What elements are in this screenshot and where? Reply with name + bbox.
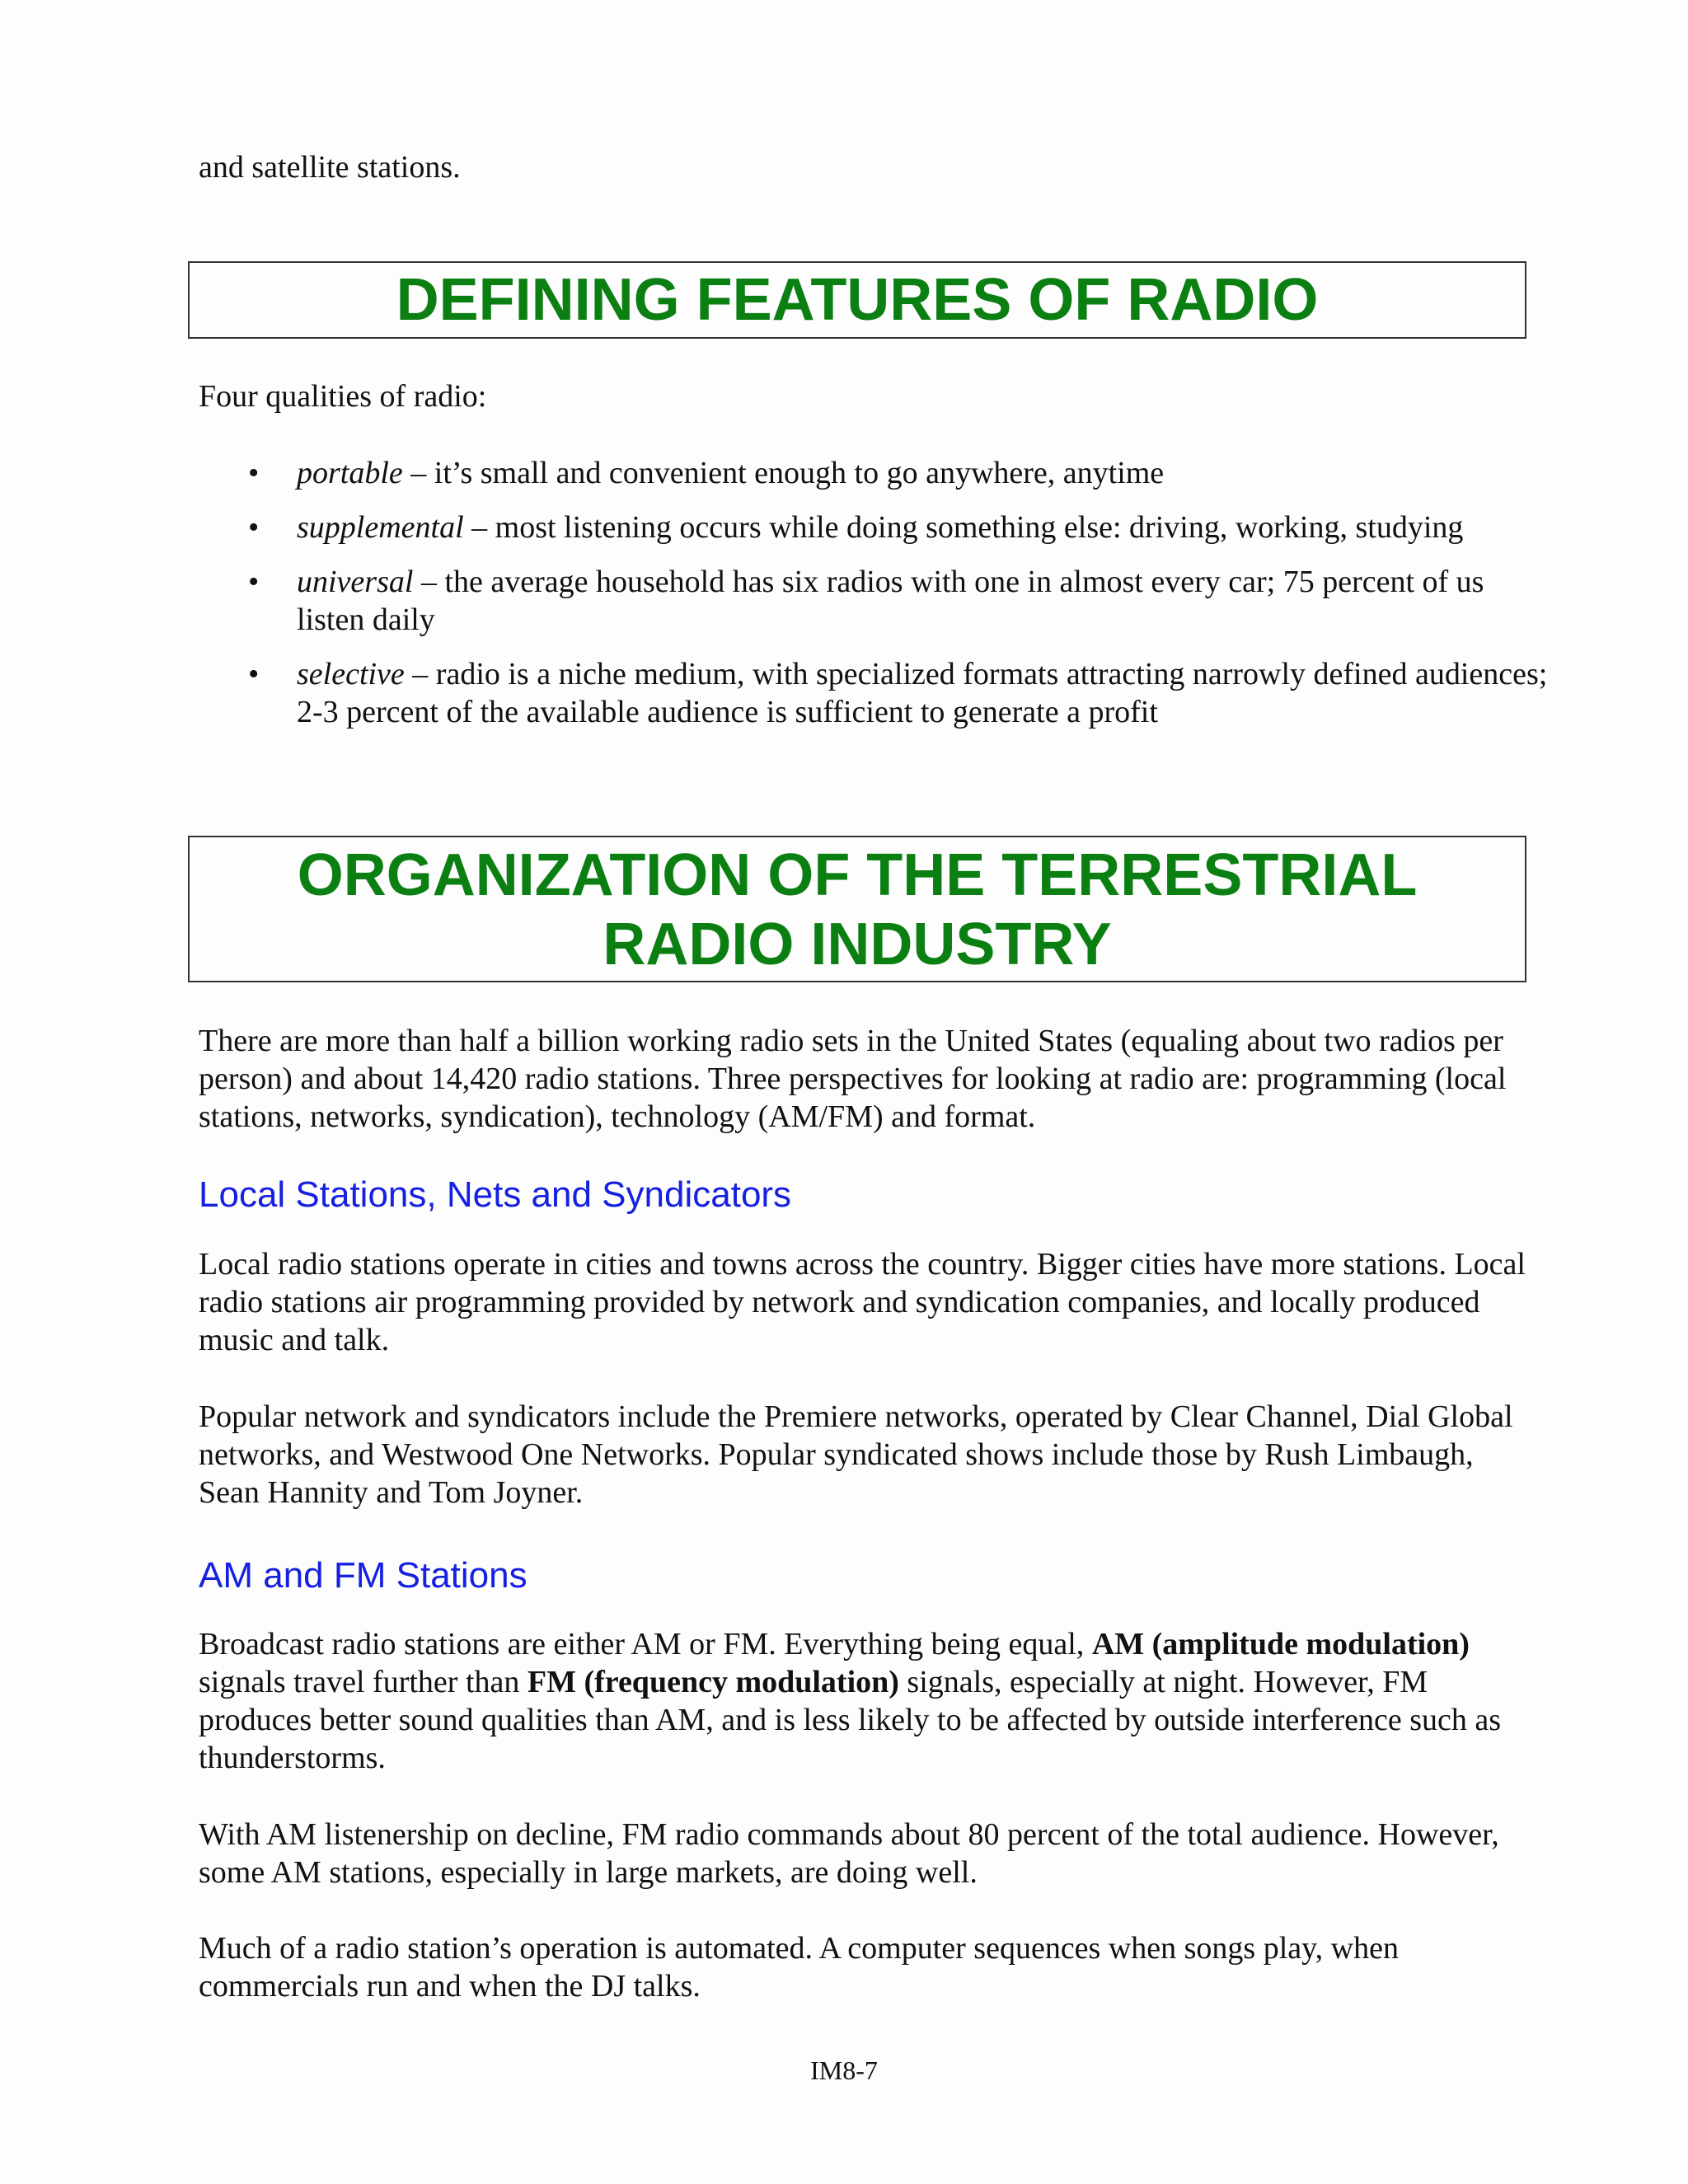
quality-description: – radio is a niche medium, with specialized formats attracting narrowly defined audiences; 2-3 percent of the available audience is sufficient to generate a profit [297, 657, 1548, 729]
list-item [199, 563, 1550, 639]
list-item [199, 655, 1550, 731]
am-fm-paragraph-1 [199, 1625, 1534, 1777]
section-title-text: DEFINING FEATURES OF RADIO [396, 267, 1319, 333]
section2-intro: There are more than half a billion working radio sets in the United States (equaling about two radios per person) and about 14,420 radio stations. Three perspectives for looking at radio are: programming (local stations, networks, syndication), technology (AM/FM) and format. [199, 1024, 1507, 1134]
am-fm-paragraph-2: With AM listenership on decline, FM radio commands about 80 percent of the total audience. However, some AM stations, especially in large markets, are doing well. [199, 1817, 1499, 1890]
am-fm-paragraph-3: Much of a radio station’s operation is automated. A computer sequences when songs play, when commercials run and when the DJ talks. [199, 1931, 1399, 2004]
section1-lead: Four qualities of radio: [199, 379, 487, 414]
section-title-defining-features [188, 261, 1526, 339]
text-run: signals, especially at night. However, FM produces better sound qualities than AM, and is less likely to be affected by outside interference such as thunderstorms. [199, 1665, 1502, 1775]
quality-description: – the average household has six radios with one in almost every car; 75 percent of us listen daily [297, 565, 1484, 637]
quality-term: selective [297, 657, 405, 691]
section-title-line: ORGANIZATION OF THE TERRESTRIAL [297, 842, 1418, 908]
quality-term: universal [297, 565, 414, 599]
list-item [199, 509, 1550, 546]
subheading-am-fm: AM and FM Stations [199, 1555, 528, 1596]
quality-description: – most listening occurs while doing something else: driving, working, studying [463, 510, 1464, 545]
page-number: IM8-7 [810, 2055, 878, 2085]
qualities-list [199, 454, 1550, 748]
quality-term: portable [297, 456, 403, 490]
quality-description: – it’s small and convenient enough to go anywhere, anytime [402, 456, 1165, 490]
bullet-icon: • [248, 456, 260, 490]
list-item [199, 454, 1550, 492]
subheading-local-stations: Local Stations, Nets and Syndicators [199, 1174, 792, 1215]
local-stations-paragraph-2: Popular network and syndicators include the Premiere networks, operated by Clear Channel, Dial Global networks, and Westwood One Networks. Popular syndicated shows include those by Rush Limbaugh, Sean Hannity and Tom Joyner. [199, 1399, 1513, 1510]
bullet-icon: • [248, 657, 260, 691]
section-title-line: RADIO INDUSTRY [603, 912, 1112, 977]
bullet-icon: • [248, 510, 260, 545]
term-am: AM (amplitude modulation) [1091, 1627, 1470, 1661]
text-run: Broadcast radio stations are either AM or FM. Everything being equal, [199, 1627, 1092, 1661]
local-stations-paragraph-1: Local radio stations operate in cities and towns across the country. Bigger cities have more stations. Local radio stations air programming provided by network and syndication companies, and locally produced music and talk. [199, 1247, 1526, 1357]
term-fm: FM (frequency modulation) [527, 1665, 899, 1699]
section-title-organization [188, 836, 1526, 982]
text-run: signals travel further than [199, 1665, 528, 1699]
quality-term: supplemental [297, 510, 464, 545]
bullet-icon: • [248, 565, 260, 599]
intro-fragment: and satellite stations. [199, 150, 461, 185]
